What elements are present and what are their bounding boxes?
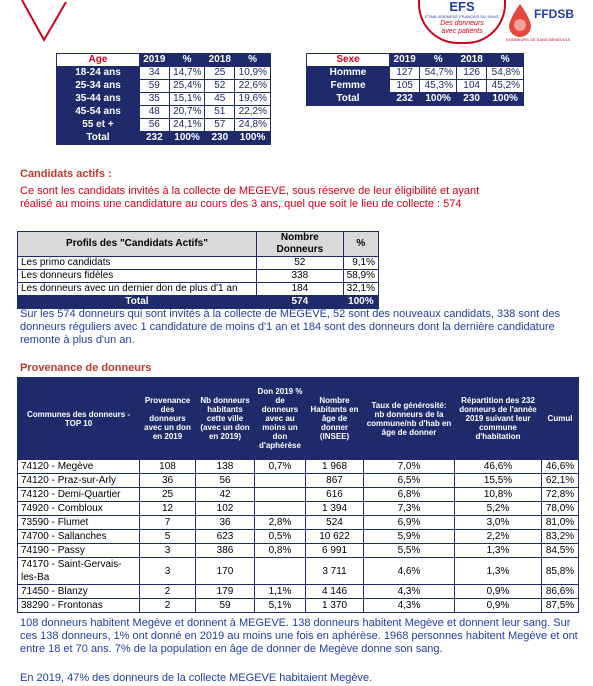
blood-drop-icon — [507, 3, 533, 37]
prov-cell: 36 — [140, 474, 196, 488]
table-row — [18, 585, 579, 599]
prov-commune-cell: 73590 - Flumet — [18, 516, 140, 530]
efs-logo-tagline: Des donneurs avec patients — [440, 20, 484, 35]
candidats-total-label: Total — [18, 296, 257, 309]
prov-cell: 0,9% — [455, 585, 542, 599]
age-cell: 22,6% — [235, 80, 271, 93]
prov-header-repartition: Répartition des 232 donneurs de l'année 2019 suivant leur commune d'habitation — [455, 378, 542, 460]
age-total-label: Total — [57, 132, 140, 145]
table-row — [18, 544, 579, 558]
age-row-label: 45-54 ans — [57, 106, 140, 119]
prov-cell: 85,8% — [542, 558, 579, 585]
prov-cell — [255, 502, 306, 516]
provenance-summary: 108 donneurs habitent Megève et donnent à MEGEVE. 138 donneurs habitent Megève et donnent leur sang. Sur ces 138 donneurs, 1% ont donné en 2019 au moins une fois en aphérèse. 1968 personnes habitent Megève et ont entre 18 et 70 ans. 7% de la population en âge de donner de Megève donne son sang. — [20, 617, 578, 655]
prov-commune-cell: 74120 - Megève — [18, 460, 140, 474]
prov-commune-cell: 71450 - Blanzy — [18, 585, 140, 599]
prov-cell: 6,8% — [364, 488, 455, 502]
age-table — [56, 53, 271, 145]
candidats-cell: 52 — [257, 257, 344, 270]
prov-commune-cell: 74170 - Saint-Gervais-les-Ba — [18, 558, 140, 585]
age-cell: 25,4% — [169, 80, 205, 93]
candidats-cell: 338 — [257, 270, 344, 283]
prov-cell: 25 — [140, 488, 196, 502]
age-total-cell: 232 — [140, 132, 170, 145]
prov-cell: 623 — [196, 530, 255, 544]
sexe-cell: 54,8% — [487, 67, 524, 80]
prov-cell: 3,0% — [455, 516, 542, 530]
table-row — [18, 530, 579, 544]
age-cell: 14,7% — [169, 67, 205, 80]
prov-cell: 62,1% — [542, 474, 579, 488]
prov-cell — [255, 558, 306, 585]
candidats-cell: 58,9% — [343, 270, 378, 283]
prov-cell: 0,9% — [455, 599, 542, 613]
age-cell: 19,6% — [235, 93, 271, 106]
sexe-cell: 104 — [456, 80, 486, 93]
prov-cell: 0,8% — [255, 544, 306, 558]
prov-cell: 7,3% — [364, 502, 455, 516]
red-chevron-decoration — [20, 0, 70, 46]
table-row — [57, 106, 271, 119]
age-cell: 52 — [205, 80, 235, 93]
age-cell: 48 — [140, 106, 170, 119]
candidats-total-cell: 574 — [257, 296, 344, 309]
prov-cell: 1,3% — [455, 558, 542, 585]
prov-commune-cell: 74920 - Combloux — [18, 502, 140, 516]
sexe-header-pct-2019: % — [420, 54, 457, 67]
prov-cell: 7 — [140, 516, 196, 530]
age-cell: 25 — [205, 67, 235, 80]
age-table-header — [57, 54, 271, 67]
candidats-title: Candidats actifs : — [20, 168, 112, 180]
ffdsb-logo-sub: DONNEURS DE SANG BÉNÉVOLE — [506, 37, 571, 42]
prov-cell: 3 711 — [306, 558, 364, 585]
prov-cell: 0,5% — [255, 530, 306, 544]
sexe-total-cell: 230 — [456, 93, 486, 106]
efs-logo-text: EFS — [449, 0, 475, 14]
prov-commune-cell: 38290 - Frontonas — [18, 599, 140, 613]
table-row — [307, 80, 524, 93]
prov-cell: 59 — [196, 599, 255, 613]
prov-cell: 102 — [196, 502, 255, 516]
efs-logo-sub: ÉTABLISSEMENT FRANÇAIS DU SANG — [425, 14, 499, 19]
prov-cell: 0,7% — [255, 460, 306, 474]
age-total-row — [57, 132, 271, 145]
prov-cell: 6,5% — [364, 474, 455, 488]
sexe-header-2018: 2018 — [456, 54, 486, 67]
candidats-cell: 184 — [257, 283, 344, 296]
prov-cell: 86,6% — [542, 585, 579, 599]
sexe-table-header — [307, 54, 524, 67]
age-total-cell: 100% — [169, 132, 205, 145]
age-cell: 57 — [205, 119, 235, 132]
candidats-total-cell: 100% — [343, 296, 378, 309]
prov-commune-cell: 74120 - Demi-Quartier — [18, 488, 140, 502]
age-cell: 15,1% — [169, 93, 205, 106]
prov-cell: 42 — [196, 488, 255, 502]
prov-cell: 7,0% — [364, 460, 455, 474]
candidats-header-profile: Profils des "Candidats Actifs" — [18, 232, 257, 257]
prov-cell: 524 — [306, 516, 364, 530]
provenance-footer: En 2019, 47% des donneurs de la collecte MEGEVE habitaient Megève. — [20, 672, 373, 684]
prov-cell: 1,3% — [455, 544, 542, 558]
table-row — [307, 67, 524, 80]
prov-cell: 46,6% — [455, 460, 542, 474]
sexe-total-row — [307, 93, 524, 106]
prov-cell: 72,8% — [542, 488, 579, 502]
prov-cell: 78,0% — [542, 502, 579, 516]
prov-cell: 616 — [306, 488, 364, 502]
age-cell: 51 — [205, 106, 235, 119]
age-cell: 35 — [140, 93, 170, 106]
age-header-label: Age — [57, 54, 140, 67]
table-row — [18, 460, 579, 474]
prov-cell: 138 — [196, 460, 255, 474]
provenance-title: Provenance de donneurs — [20, 362, 152, 374]
age-total-cell: 100% — [235, 132, 271, 145]
age-row-label: 35-44 ans — [57, 93, 140, 106]
age-cell: 59 — [140, 80, 170, 93]
table-row — [18, 488, 579, 502]
sexe-total-label: Total — [307, 93, 390, 106]
provenance-table — [17, 377, 579, 613]
age-row-label: 18-24 ans — [57, 67, 140, 80]
age-cell: 34 — [140, 67, 170, 80]
age-total-cell: 230 — [205, 132, 235, 145]
ffdsb-logo-text: FFDSB — [534, 7, 574, 21]
candidats-cell: Les donneurs fidèles — [18, 270, 257, 283]
table-row — [18, 502, 579, 516]
age-cell: 20,7% — [169, 106, 205, 119]
age-cell: 10,9% — [235, 67, 271, 80]
age-header-2018: 2018 — [205, 54, 235, 67]
prov-cell: 867 — [306, 474, 364, 488]
age-header-pct-2019: % — [169, 54, 205, 67]
sexe-header-2019: 2019 — [390, 54, 420, 67]
prov-header-habitants-ville: Nb donneurs habitants cette ville (avec un don en 2019) — [196, 378, 255, 460]
prov-header-apherese: Don 2019 % de donneurs avec au moins un don d'aphérèse — [255, 378, 306, 460]
prov-cell: 81,0% — [542, 516, 579, 530]
prov-cell: 46,6% — [542, 460, 579, 474]
table-row — [57, 67, 271, 80]
prov-cell: 386 — [196, 544, 255, 558]
candidats-cell: Les donneurs avec un dernier don de plus d'1 an — [18, 283, 257, 296]
age-header-2019: 2019 — [140, 54, 170, 67]
prov-cell: 4,3% — [364, 599, 455, 613]
prov-cell: 5 — [140, 530, 196, 544]
sexe-cell: 127 — [390, 67, 420, 80]
age-header-pct-2018: % — [235, 54, 271, 67]
prov-cell: 84,5% — [542, 544, 579, 558]
table-row — [57, 80, 271, 93]
age-cell: 22,2% — [235, 106, 271, 119]
sexe-cell: 45,2% — [487, 80, 524, 93]
prov-cell: 2 — [140, 599, 196, 613]
prov-commune-cell: 74120 - Praz-sur-Arly — [18, 474, 140, 488]
sexe-total-cell: 100% — [487, 93, 524, 106]
sexe-total-cell: 100% — [420, 93, 457, 106]
sexe-cell: 45,3% — [420, 80, 457, 93]
sexe-table — [306, 53, 524, 106]
prov-cell: 56 — [196, 474, 255, 488]
sexe-total-cell: 232 — [390, 93, 420, 106]
sexe-cell: 105 — [390, 80, 420, 93]
prov-cell: 4,3% — [364, 585, 455, 599]
prov-cell: 1 370 — [306, 599, 364, 613]
prov-cell — [255, 488, 306, 502]
prov-header-insee: Nombre Habitants en âge de donner (INSEE) — [306, 378, 364, 460]
candidats-intro: Ce sont les candidats invités à la collecte de MEGEVE, sous réserve de leur éligibilité et ayant réalisé au moins une candidature au cours des 3 ans, quel que soit le lieu de collecte : 574 — [20, 185, 480, 210]
candidats-header-pct: % — [343, 232, 378, 257]
prov-header-provenance: Provenance des donneurs avec un don en 2019 — [140, 378, 196, 460]
candidats-cell: 32,1% — [343, 283, 378, 296]
prov-cell: 5,9% — [364, 530, 455, 544]
table-row — [18, 599, 579, 613]
age-row-label: 55 et + — [57, 119, 140, 132]
candidats-table-header — [18, 232, 379, 257]
prov-cell: 36 — [196, 516, 255, 530]
prov-cell: 1 394 — [306, 502, 364, 516]
age-cell: 24,1% — [169, 119, 205, 132]
prov-cell: 5,5% — [364, 544, 455, 558]
candidats-table — [17, 231, 379, 309]
prov-cell: 179 — [196, 585, 255, 599]
prov-cell: 1 968 — [306, 460, 364, 474]
candidats-header-count: Nombre Donneurs — [257, 232, 344, 257]
prov-commune-cell: 74700 - Sallanches — [18, 530, 140, 544]
prov-cell: 5,1% — [255, 599, 306, 613]
prov-cell: 12 — [140, 502, 196, 516]
prov-cell: 3 — [140, 558, 196, 585]
prov-cell: 3 — [140, 544, 196, 558]
prov-cell: 87,5% — [542, 599, 579, 613]
prov-cell: 170 — [196, 558, 255, 585]
age-cell: 24,8% — [235, 119, 271, 132]
sexe-cell: 126 — [456, 67, 486, 80]
age-row-label: 25-34 ans — [57, 80, 140, 93]
prov-cell: 2 — [140, 585, 196, 599]
candidats-summary: Sur les 574 donneurs qui sont invités à la collecte de MEGEVE, 52 sont des nouveaux candidats, 338 sont des donneurs réguliers avec 1 candidature de moins d'1 an et 184 sont des donneurs dont la dernière candidature remonte à plus d'un an. — [20, 308, 560, 346]
table-row — [18, 558, 579, 585]
provenance-table-header — [18, 378, 579, 460]
candidats-cell: 9,1% — [343, 257, 378, 270]
prov-cell: 5,2% — [455, 502, 542, 516]
sexe-row-label: Homme — [307, 67, 390, 80]
age-cell: 56 — [140, 119, 170, 132]
sexe-header-pct-2018: % — [487, 54, 524, 67]
prov-header-generosite: Taux de générosité: nb donneurs de la commune/nb d'hab en âge de donner — [364, 378, 455, 460]
table-row — [18, 257, 379, 270]
table-row — [57, 93, 271, 106]
prov-cell: 1,1% — [255, 585, 306, 599]
sexe-header-label: Sexe — [307, 54, 390, 67]
prov-cell: 15,5% — [455, 474, 542, 488]
table-row — [18, 516, 579, 530]
sexe-row-label: Femme — [307, 80, 390, 93]
prov-cell: 2,2% — [455, 530, 542, 544]
prov-cell: 83,2% — [542, 530, 579, 544]
sexe-cell: 54,7% — [420, 67, 457, 80]
prov-cell: 108 — [140, 460, 196, 474]
table-row — [18, 474, 579, 488]
prov-cell: 2,8% — [255, 516, 306, 530]
prov-cell: 4 146 — [306, 585, 364, 599]
prov-cell: 4,6% — [364, 558, 455, 585]
efs-logo — [418, 0, 506, 44]
prov-cell: 6,9% — [364, 516, 455, 530]
table-row — [57, 119, 271, 132]
prov-commune-cell: 74190 - Passy — [18, 544, 140, 558]
table-row — [18, 270, 379, 283]
prov-cell: 10 622 — [306, 530, 364, 544]
candidats-total-row — [18, 296, 379, 309]
candidats-cell: Les primo candidats — [18, 257, 257, 270]
table-row — [18, 283, 379, 296]
prov-header-cumul: Cumul — [542, 378, 579, 460]
age-cell: 45 — [205, 93, 235, 106]
prov-cell: 10,8% — [455, 488, 542, 502]
prov-header-commune: Communes des donneurs - TOP 10 — [18, 378, 140, 460]
prov-cell: 6 991 — [306, 544, 364, 558]
prov-cell — [255, 474, 306, 488]
